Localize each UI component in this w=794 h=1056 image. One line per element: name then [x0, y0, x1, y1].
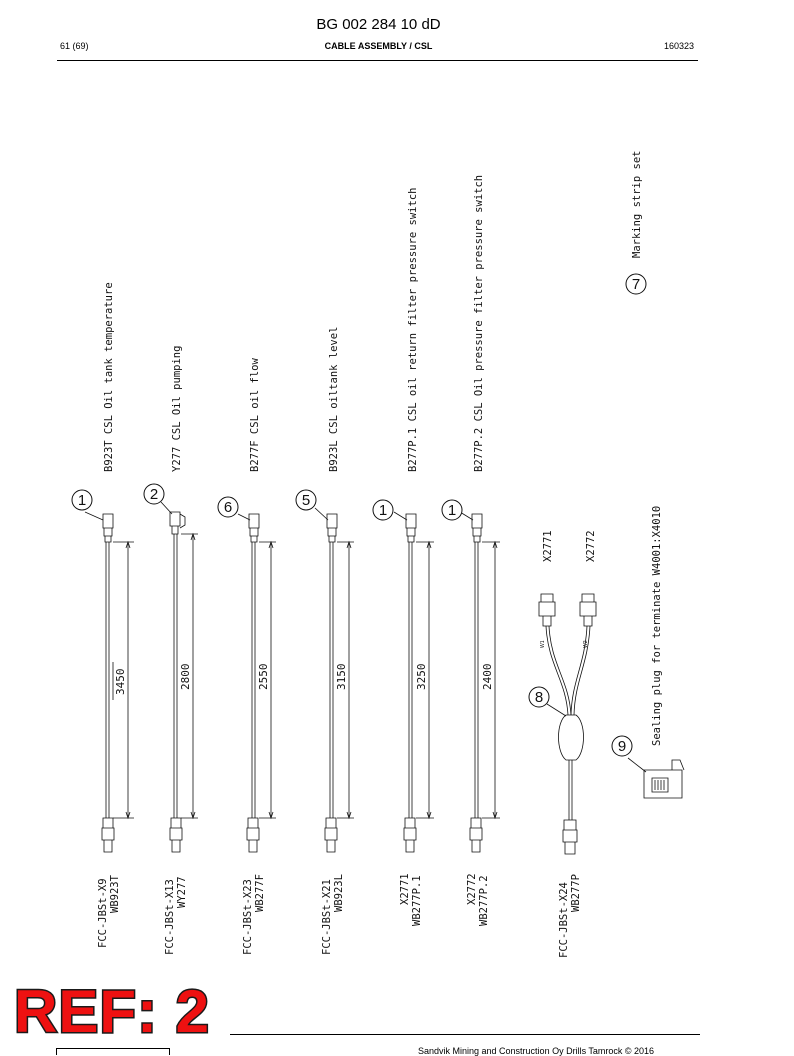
footer-divider	[230, 1034, 700, 1035]
y-cable-branch-2-tag: W2	[583, 640, 589, 648]
copyright-notice: Sandvik Mining and Construction Oy Drills Tamrock © 2016	[418, 1046, 655, 1056]
cable-5-end-code: WB277P.1	[411, 875, 423, 926]
cable-1-end-label: FCC-JBSt-X9	[97, 878, 109, 948]
cable-1-end-code: WB923T	[109, 875, 121, 913]
balloon-cable-1: 1	[77, 492, 87, 509]
balloon-marking-strip: 7	[631, 276, 641, 293]
y-cable-branch-2-label: X2772	[585, 530, 597, 562]
cable-1-description: B923T CSL Oil tank temperature	[103, 282, 115, 472]
document-number: BG 002 284 10 dD	[316, 16, 441, 33]
section-title: CABLE ASSEMBLY / CSL	[324, 41, 433, 51]
cable-5	[394, 512, 434, 852]
cable-3-description: B277F CSL oil flow	[249, 358, 261, 472]
reference-stamp: REF: 2	[14, 978, 211, 1045]
cable-5-end-label: X2771	[399, 873, 411, 905]
cable-6	[460, 512, 500, 852]
sealing-plug	[628, 758, 684, 798]
cable-4-end-label: FCC-JBSt-X21	[321, 879, 333, 955]
y-cable-branch-1-label: X2771	[542, 530, 554, 562]
cable-3-length: 2550	[257, 663, 270, 690]
cable-2-description: Y277 CSL Oil pumping	[171, 345, 183, 472]
balloon-cable-6: 1	[447, 502, 457, 519]
document-date: 160323	[664, 41, 695, 51]
cable-3-end-code: WB277F	[254, 874, 266, 912]
page-number: 61 (69)	[60, 41, 89, 51]
cable-6-description: B277P.2 CSL Oil pressure filter pressure switch	[473, 174, 485, 472]
cable-5-description: B277P.1 CSL oil return filter pressure switch	[407, 187, 419, 472]
company-logo	[56, 1048, 170, 1055]
cable-2-end-label: FCC-JBSt-X13	[164, 879, 176, 955]
balloon-sealing-plug: 9	[617, 738, 627, 755]
sealing-plug-label: Sealing plug for terminate W4001:X4010	[651, 505, 663, 746]
y-cable	[539, 594, 596, 854]
cable-1-length: 3450	[114, 668, 127, 695]
cable-2-end-code: WY277	[176, 876, 188, 908]
balloon-y-cable: 8	[534, 689, 544, 706]
cable-4-length: 3150	[335, 663, 348, 690]
cable-5-length: 3250	[415, 663, 428, 690]
cable-3-end-label: FCC-JBSt-X23	[242, 879, 254, 955]
marking-strip-label: Marking strip set	[631, 150, 643, 258]
balloon-cable-2: 2	[149, 486, 159, 503]
balloon-cable-3: 6	[223, 499, 233, 516]
balloon-cable-5: 1	[378, 502, 388, 519]
y-cable-end-label: FCC-JBSt-X24	[558, 882, 570, 958]
cable-4-description: B923L CSL oiltank level	[328, 326, 340, 472]
cable-6-length: 2400	[481, 663, 494, 690]
balloon-cable-4: 5	[301, 492, 311, 509]
cable-4-end-code: WB923L	[333, 874, 345, 912]
cable-6-end-label: X2772	[466, 873, 478, 905]
y-cable-branch-1-tag: W1	[540, 640, 546, 648]
cable-2-length: 2800	[179, 663, 192, 690]
y-cable-end-code: WB277P	[570, 874, 582, 912]
cable-6-end-code: WB277P.2	[478, 875, 490, 926]
